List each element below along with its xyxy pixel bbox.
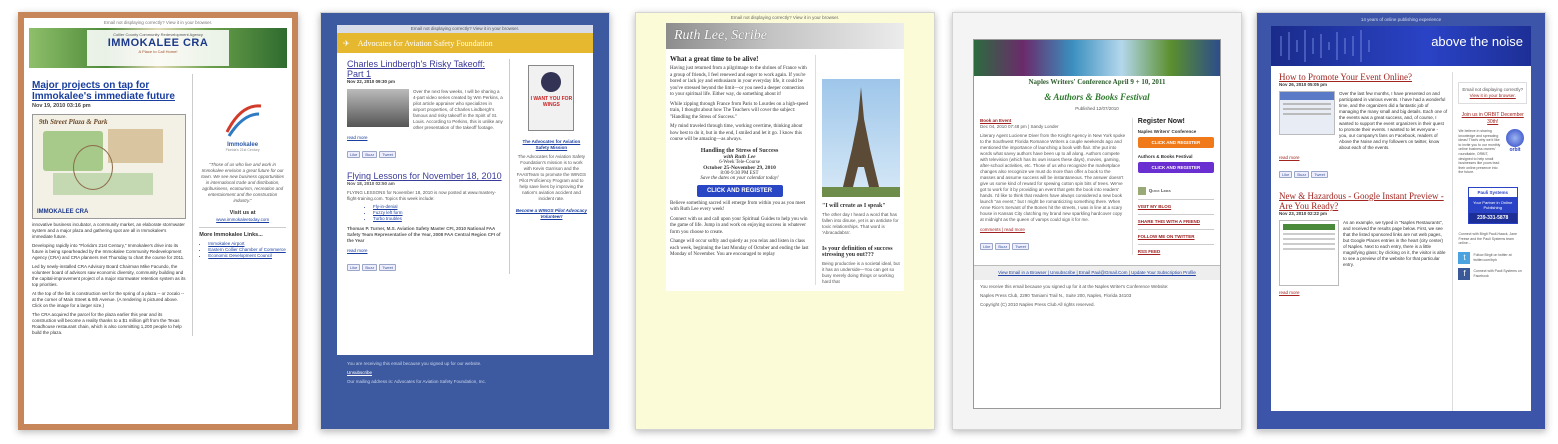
headline-link[interactable]: Major projects on tap for Immokalee's immediate future (32, 80, 175, 102)
body-paragraph: At the top of the list is construction set for the spring of a plaza -- or zocalo -- at the corner of Main Street & 9th Avenue. (A rendering is pictured above. Click on the image for a larger size.) (32, 291, 185, 309)
topic-link[interactable]: • Fly-in-denial (373, 204, 503, 210)
badge-text: Your Partner in Online Publishing (1469, 197, 1517, 213)
mission-title[interactable]: The Advocates for Aviation Safety Mission (522, 139, 581, 150)
published-date: Published 12/07/2010 (1075, 106, 1119, 111)
article-date: Nov 18, 2010 02:50 am (347, 181, 395, 186)
view-in-browser-link[interactable]: View it in your browser. (1469, 93, 1516, 98)
register-button[interactable]: CLICK AND REGISTER (1138, 137, 1214, 148)
top-note: 14 years of online publishing experience (1360, 17, 1442, 22)
sidebar-link[interactable]: • Economic Development Council (208, 253, 286, 259)
article-excerpt: Over the next few weeks, I will be sharing a 4-part video series created by Wm Perkins, a pilot article appraiser who specializes in airport properties, of Charles Lindbergh's famous and risky takeoff in the Spirit of St. Louis. According to Perkins, this is unlike any other presentation of the takeoff footage. (413, 89, 503, 130)
buzz-button[interactable]: Buzz (995, 243, 1010, 250)
register-item-label: Naples Writers' Conference (1137, 129, 1197, 134)
side-text: Being productive is a societal ideal, but it has an underside—You can get so busy merely doing things or working hard that (822, 261, 900, 284)
article-excerpt: Over the last few months, I have presented on and participated in various events. I have had a wonderful time, and the organizers did a fantastic job of managing the many small and big details. Each one of the events was a great success, and, of course, I wanted to support the event organizers in their quest to promote their events. I wanted to let everyone - you, our company's fans on Facebook, readers of Above the Noise and my followers on twitter, know about each of the events. (1339, 91, 1448, 150)
article-title-link[interactable]: How to Promote Your Event Online? (1279, 72, 1412, 82)
wings-poster-image[interactable] (528, 65, 574, 131)
buzz-button[interactable]: Buzz (362, 151, 377, 158)
footer-address: Our mailing address is: Advocates for Aviation Safety Foundation, Inc. (347, 379, 486, 384)
immokalee-banner (29, 28, 287, 68)
quick-link[interactable]: SHARE THIS WITH A FRIEND (1137, 219, 1200, 224)
body-paragraph: innovative business incubator, a community market, an elaborate stormwater system and a major plaza and gathering spot are all in Immokalee's immediate future. (32, 222, 185, 240)
body-paragraph: While zipping through France from Paris to Lourdes on a high-speed train, I thought about how The Teachers will cover the subject: "Handling the Stress of Success." (670, 101, 809, 120)
tweet-button[interactable]: Tweet (379, 264, 396, 271)
article-excerpt: FLYING LESSONS for November 18, 2010 is now posted at www.mastery-flight-training.com. Topics this week include: (347, 190, 496, 201)
plane-icon: ✈ (343, 38, 350, 48)
logo-subtext: Florida's 21st Century (225, 148, 260, 152)
event-box (670, 148, 809, 181)
quick-link[interactable]: RSS FEED (1137, 249, 1161, 254)
side-question: Is your definition of success stressing you out??? (822, 246, 893, 258)
header-subtitle: & Authors & Books Festival (1044, 92, 1150, 102)
banner-subtitle: Collier County Community Redevelopment Agency (113, 32, 203, 37)
footer-address: Naples Press Club, 2290 Tamiami Trail N., Suite 200, Naples, Florida 34103 (980, 293, 1132, 298)
body-paragraph: Believe something sacred will emerge from within you as you meet with Ruth Lee every week! (670, 200, 806, 212)
banner-tagline: A Place to Call Home! (138, 49, 178, 54)
header-title: Naples Writers' Conference April 9 + 10, 2011 (1028, 78, 1166, 86)
body-paragraph: Having just returned from a pilgrimage to the shrines of France with a group of friends, I feel renewed and eager to work again. If you're bored or lack joy and enthusiasm in your everyday life, it could be you've stressed beyond the limit—or you need a deeper connection to your spiritual life. Either way, do something about it! (670, 66, 807, 97)
topic-link[interactable]: • Fuzzy left form (373, 210, 503, 216)
event-time: 8:00-9:30 PM EST (720, 170, 759, 176)
event-host: with Ruth Lee (723, 153, 756, 160)
ruth-lee-header (666, 23, 904, 49)
comments-read-more-link[interactable]: comments | read more (980, 227, 1025, 232)
headline: What a great time to be alive! (670, 55, 759, 63)
tweet-button[interactable]: Tweet (1012, 243, 1029, 250)
like-button[interactable]: Like (347, 264, 360, 271)
side-note: Email not displaying correctly? (1462, 87, 1524, 92)
newsletter-card-naples[interactable] (952, 12, 1242, 430)
topic-link[interactable]: • Turbo troubles (373, 216, 503, 222)
header-title: above the noise (1431, 34, 1523, 49)
volunteer-link[interactable]: Become a WINGS Pilot Advocacy Volunteer! (515, 208, 587, 219)
register-button[interactable]: CLICK AND REGISTER (697, 185, 783, 197)
read-more-link[interactable]: read more (1279, 155, 1300, 160)
author-byline: Thomas P. Turner, M.S. Aviation Safety Master CFI, 2010 National FAA Safety Team Representative of the Year, 2008 FAA Central Region CFI of the Year (347, 226, 501, 243)
immokalee-logo (199, 102, 286, 152)
facebook-icon[interactable]: f (1458, 268, 1470, 280)
orbit-label: orbit (1509, 147, 1521, 153)
article-title-link[interactable]: Charles Lindbergh's Risky Takeoff: Part 1 (347, 59, 485, 79)
banner-title: IMMOKALEE CRA (107, 37, 209, 49)
read-more-link[interactable]: read more (1279, 290, 1300, 295)
buzz-button[interactable]: Buzz (1294, 171, 1309, 178)
side-text: The other day I heard a word that has fallen into disuse, yet is an antidote for toxic relationships. That word is 'Abracadabra'. (822, 212, 899, 235)
article-excerpt: As an example, we typed in "Naples Restaurants", and received the results page below. First, we see that the listed sponsored links are not web pages, but Google Places entries in the heart (city center) of Naples. Next to each entry, there is a little magnifying glass; by clicking on it, the visitor is able to see a preview of the website for that particular entry. (1343, 220, 1446, 267)
plaza-rendering-image[interactable] (32, 114, 186, 219)
eiffel-tower-icon (822, 79, 900, 197)
buzz-button[interactable]: Buzz (362, 264, 377, 271)
body-paragraph: Connect with us and call upon your Spiritual Guides to help you win the game of life. Jump in and work on enjoying success in whatever form you choose to create. (670, 216, 808, 235)
body-paragraph: My mind traveled through time, working overtime, thinking about how best to do it, but in the end, I smiled and let it go. I know this course will be amazing—as always. (670, 124, 803, 142)
sidebar-link[interactable]: • Eastern Collier Chamber of Commerce (208, 247, 286, 253)
lindbergh-photo[interactable] (347, 89, 409, 127)
naples-header-image (974, 40, 1220, 76)
event-title: Handling the Stress of Success (700, 147, 779, 154)
above-the-noise-header (1271, 26, 1531, 66)
copyright: Copyright (C) 2010 Naples Press Club All rights reserved. (980, 302, 1095, 307)
map-label: 9th Street Plaza & Park (39, 118, 108, 127)
read-more-link[interactable]: read more (347, 135, 368, 140)
body-paragraph: Led by newly-installed CRA Advisory Board Chairman Mike Facundo, the volunteer board of advisors saw economic diversity, community building and the capital-improvement project of a major stormwater retention system as its top priorities. (32, 264, 186, 288)
sidebar-quote: "Those of us who live and work in Immokalee envision a great future for our town. We see new business opportunities in international trade and distribution, agribusiness, ecotourism, recreation and entertainment and the construction industry." (201, 162, 284, 203)
badge-phone: 239-331-5878 (1469, 213, 1517, 223)
article-date: Nov 23, 2010 02:22 pm (1279, 211, 1328, 216)
post-date: Nov 19, 2010 03:16 pm (32, 103, 91, 109)
like-button[interactable]: Like (1279, 171, 1292, 178)
header-title: Ruth Lee, Scribe (674, 28, 767, 43)
body-paragraph: The CRA acquired the parcel for the plaza earlier this year and its construction will become a reality thanks to a $1 million gift from the Texas Roadhouse restaurant chain, which is also committing 1,200 people to help build the plaza. (32, 312, 182, 336)
badge-name: Pauli Systems (1477, 189, 1508, 195)
register-button[interactable]: CLICK AND REGISTER (1138, 162, 1214, 173)
newsletter-card-aviation[interactable] (320, 12, 610, 430)
connect-text: Connect with Birgit Pauli-Haack, Jane Freese and the Pauli Systems team online... (1458, 231, 1517, 246)
map-caption: IMMOKALEE CRA (37, 209, 89, 216)
facebook-text[interactable]: Connect with Pauli Systems on Facebook (1473, 269, 1522, 278)
article-title-link[interactable]: Flying Lessons for November 18, 2010 (347, 171, 502, 181)
newsletter-card-pauli-systems[interactable] (1256, 12, 1546, 430)
article-thumbnail[interactable] (1279, 91, 1335, 135)
view-in-browser-note[interactable]: Email not displaying correctly? View it in your browser. (103, 20, 213, 25)
sidebar-link[interactable]: • Immokalee Airport (208, 241, 286, 247)
orbit-join-link[interactable]: Join us in ORBIT December 30th! (1461, 112, 1524, 125)
body-paragraph: Change will occur softly and quietly as you relax and listen in class each week, beginning the last Monday of October and ending the last Monday of November. You are encouraged to replay (670, 239, 809, 257)
like-button[interactable]: Like (347, 151, 360, 158)
google-preview-thumbnail[interactable] (1279, 220, 1339, 286)
twitter-text[interactable]: Follow Birgit on twitter at twitter.com/bph (1473, 253, 1512, 262)
visit-url-link[interactable]: www.immokaleetoday.com (216, 217, 270, 223)
side-quote: "I will create as I speak" (822, 203, 886, 209)
orbit-logo (1503, 129, 1527, 175)
read-more-link[interactable]: read more (347, 248, 368, 253)
quick-link[interactable]: FOLLOW ME ON TWITTER (1137, 234, 1195, 239)
event-course: 6-Week Tele-Course (719, 159, 761, 165)
article-date: Nov 26, 2010 05:05 pm (1279, 82, 1328, 87)
eiffel-tower-photo[interactable] (822, 79, 900, 197)
footer-text: You receive this email because you signed up for it at the Naples Writer's Conference Website: (980, 284, 1169, 289)
like-button[interactable]: Like (980, 243, 993, 250)
newsletter-card-ruth-lee[interactable] (635, 12, 935, 430)
register-item-label: Authors & Books Festival (1137, 154, 1193, 159)
newsletter-card-immokalee[interactable] (18, 12, 298, 430)
tweet-button[interactable]: Tweet (379, 151, 396, 158)
quick-links-title: Quick Links (1148, 188, 1171, 193)
article-title-link[interactable]: New & Hazardous - Google Instant Preview - Are You Ready? (1279, 191, 1444, 211)
poster-text: I WANT YOU FOR WINGS (530, 96, 573, 108)
view-in-browser-note[interactable]: Email not displaying correctly? View it in your browser. (337, 25, 593, 33)
visit-label: Visit us at (229, 210, 256, 216)
twitter-icon[interactable]: t (1458, 252, 1470, 264)
article-title-link[interactable]: Book an Event (980, 118, 1012, 123)
orbit-text: We believe in sharing knowledge and spreading ideas! That's why we'd like to invite you to our monthly online business owners' roundtable, ORBIT, designed to help small businesses like yours lead their online presence into the future. (1458, 129, 1501, 175)
article-text: Literary Agent Lucienne Diver from the Knight Agency in New York spoke to the Southwest Florida Romance Writers a couple weekends ago and mentioned the importance of launching a book with flair. She put into words what savvy authors have been up to all along. Authors compete with television (which has its own issues these days), movies, gaming, after-school activities, etc. Those of us who recognize the marketplace changes also recognize we must do more than offer a book to the masses and assume success will be instantaneous. The answer doesn't give us some kind of reward for spewing cotton spin bits of trees. We've got to work for it by providing an event that gets the book into readers' hands. I'd like to think that readers have always considered a new book launch "an event," but I might be romanticizing something there. When Anne Rice's Servant of the Bones hit the streets, I was in line at a scary house in Kansas City clutching my brand new sparkling hardcover copy at midnight as the queen of vamps could sign it for me. (980, 133, 1126, 222)
tweet-button[interactable]: Tweet (1311, 171, 1328, 178)
more-links-title: More Immokalee Links... (199, 232, 263, 239)
quick-link[interactable]: VISIT MY BLOG (1137, 204, 1172, 209)
unsubscribe-link[interactable]: Unsubscribe (347, 370, 373, 375)
article-date: Dec 04, 2010 07:48 pm | Sandy Londer (980, 124, 1059, 129)
register-title: Register Now! (1137, 118, 1185, 125)
aviation-header (337, 33, 593, 53)
logo-text: Immokalee (227, 142, 259, 148)
mission-text: The Advocates for Aviation Safety Foundation's mission is to work with Kevin Garrison and the FAASTeam to promote the WINGS Pilot Proficiency Program and to help save lives by improving the nation's aviation accident and incident rate. (516, 154, 587, 201)
article-date: Nov 22, 2010 09:30 pm (347, 79, 396, 84)
footer-text: You are receiving this email because you signed up for our website. (347, 361, 482, 366)
body-paragraph: Developing rapidly into "Florida's 21st Century," Immokalee's drive into its future is being spearheaded by the Immokalee Community Redevelopment Agency (CRA) and CRA planners met Thursday to chart the course for 2011. (32, 243, 185, 261)
view-in-browser-note[interactable]: Email not displaying correctly? View it in your browser. (730, 15, 840, 20)
pauli-systems-badge[interactable] (1468, 187, 1518, 224)
event-dates: October 25-November 29, 2010 (703, 164, 776, 171)
footer-links[interactable]: View Email in a Browser | Unsubscribe | Email Paul@Gmail.Com | Update Your Subscription Profile (998, 270, 1196, 275)
quick-links-icon (1138, 187, 1146, 195)
header-title: Advocates for Aviation Safety Foundation (357, 38, 493, 48)
event-note: Save the dates on your calendar today! (700, 175, 779, 181)
